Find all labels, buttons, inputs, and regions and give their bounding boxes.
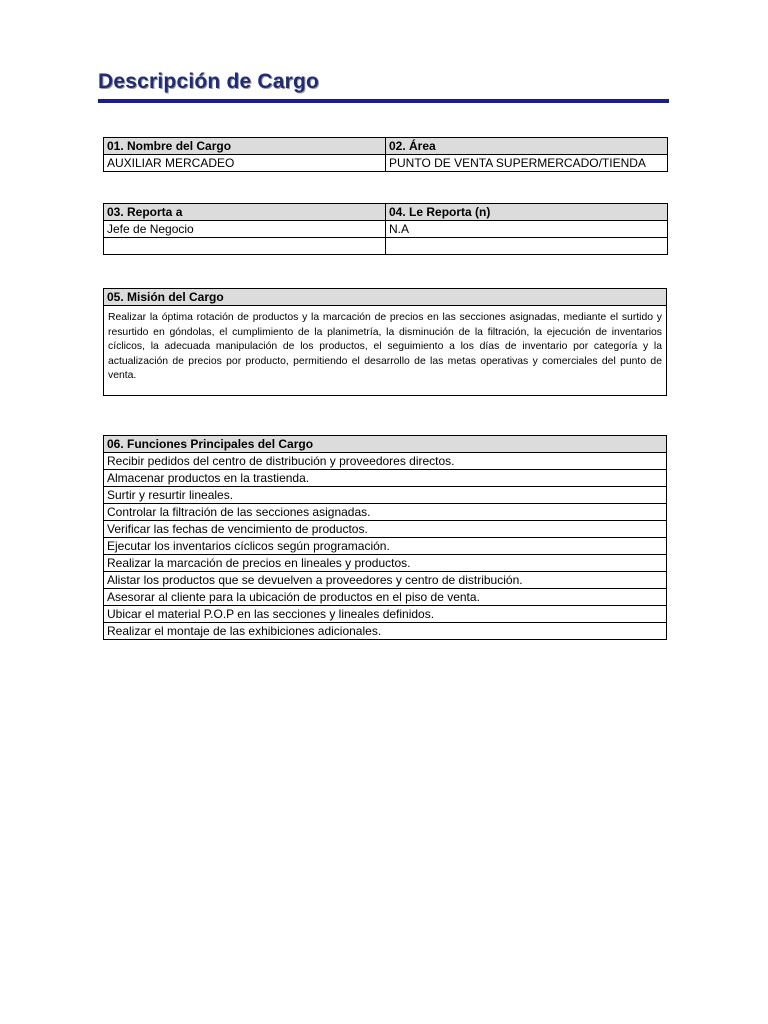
function-item: Verificar las fechas de vencimiento de productos.	[104, 521, 667, 538]
function-row	[104, 453, 667, 470]
function-item: Controlar la filtración de las secciones asignadas.	[104, 504, 667, 521]
function-item: Realizar la marcación de precios en lineales y productos.	[104, 555, 667, 572]
reports-to-value-2	[104, 238, 386, 255]
function-row	[104, 555, 667, 572]
function-item: Recibir pedidos del centro de distribución y proveedores directos.	[104, 453, 667, 470]
direct-reports-value: N.A	[386, 221, 668, 238]
function-row	[104, 623, 667, 640]
mission-table	[103, 288, 667, 396]
function-row	[104, 572, 667, 589]
function-item: Alistar los productos que se devuelven a proveedores y centro de distribución.	[104, 572, 667, 589]
reports-to-value: Jefe de Negocio	[104, 221, 386, 238]
function-row	[104, 487, 667, 504]
direct-reports-value-2	[386, 238, 668, 255]
function-item: Surtir y resurtir lineales.	[104, 487, 667, 504]
job-name-value: AUXILIAR MERCADEO	[104, 155, 386, 172]
reports-to-header: 03. Reporta a	[104, 204, 386, 221]
page-title: Descripción de Cargo	[98, 70, 320, 93]
area-header: 02. Área	[386, 138, 668, 155]
table-row	[104, 238, 668, 255]
job-name-area-table	[103, 137, 668, 172]
function-row	[104, 504, 667, 521]
job-name-header: 01. Nombre del Cargo	[104, 138, 386, 155]
table-header-row	[104, 204, 668, 221]
functions-header: 06. Funciones Principales del Cargo	[104, 436, 667, 453]
table-row	[104, 221, 668, 238]
function-item: Asesorar al cliente para la ubicación de productos en el piso de venta.	[104, 589, 667, 606]
table-row	[104, 155, 668, 172]
table-header-row	[104, 436, 667, 453]
area-value: PUNTO DE VENTA SUPERMERCADO/TIENDA	[386, 155, 668, 172]
table-header-row	[104, 138, 668, 155]
function-item: Realizar el montaje de las exhibiciones adicionales.	[104, 623, 667, 640]
table-header-row	[104, 289, 667, 306]
direct-reports-header: 04. Le Reporta (n)	[386, 204, 668, 221]
function-row	[104, 606, 667, 623]
function-row	[104, 521, 667, 538]
function-row	[104, 589, 667, 606]
table-row	[104, 306, 667, 396]
title-rule	[98, 99, 669, 103]
function-item: Ejecutar los inventarios cíclicos según programación.	[104, 538, 667, 555]
function-row	[104, 538, 667, 555]
reporting-table	[103, 203, 668, 255]
mission-header: 05. Misión del Cargo	[104, 289, 667, 306]
function-item: Almacenar productos en la trastienda.	[104, 470, 667, 487]
function-item: Ubicar el material P.O.P en las secciones y lineales definidos.	[104, 606, 667, 623]
functions-table	[103, 435, 667, 640]
function-row	[104, 470, 667, 487]
mission-text: Realizar la óptima rotación de productos y la marcación de precios en las secciones asignadas, mediante el surtido y resurtido en góndolas, el cumplimiento de la planimetría, la disminución de la filtración, la ejecución de inventarios cíclicos, la adecuada manipulación de los productos, el seguimiento a los días de inventario por categoría y la actualización de precios por producto, permitiendo el desarrollo de las metas operativas y comerciales del punto de venta.	[104, 306, 667, 396]
